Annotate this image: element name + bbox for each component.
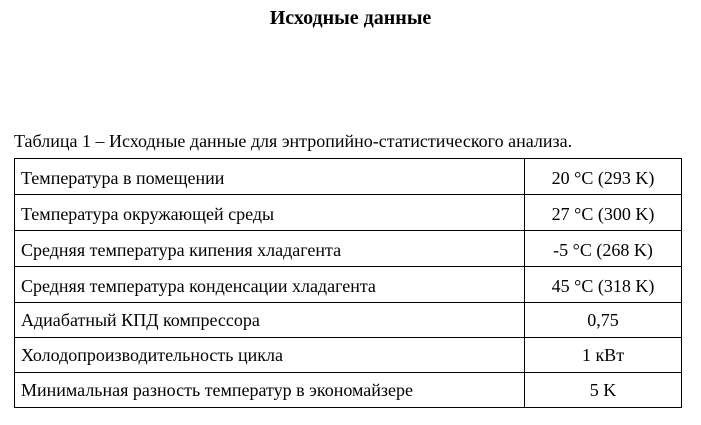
document-heading: Исходные данные	[269, 7, 432, 29]
parameter-cell: Средняя температура конденсации хладагента	[15, 267, 525, 303]
table-row	[15, 195, 682, 231]
table-caption: Таблица 1 – Исходные данные для энтропийно-статистического анализа.	[14, 131, 573, 151]
parameter-cell: Холодопроизводительность цикла	[15, 338, 525, 373]
table-row	[15, 373, 682, 408]
parameter-cell: Адиабатный КПД компрессора	[15, 303, 525, 338]
table-row	[15, 231, 682, 267]
value-cell: 45 °C (318 K)	[525, 267, 682, 303]
table-row	[15, 338, 682, 373]
table-row	[15, 267, 682, 303]
value-cell: 1 кВт	[525, 338, 682, 373]
value-cell: 20 °C (293 K)	[525, 159, 682, 195]
value-cell: 5 K	[525, 373, 682, 408]
parameter-cell: Средняя температура кипения хладагента	[15, 231, 525, 267]
value-cell: -5 °C (268 K)	[525, 231, 682, 267]
parameter-cell: Минимальная разность температур в экономайзере	[15, 373, 525, 408]
parameter-cell: Температура окружающей среды	[15, 195, 525, 231]
table-row	[15, 303, 682, 338]
value-cell: 0,75	[525, 303, 682, 338]
parameter-cell: Температура в помещении	[15, 159, 525, 195]
input-data-table	[14, 158, 682, 408]
value-cell: 27 °C (300 K)	[525, 195, 682, 231]
table-row	[15, 159, 682, 195]
